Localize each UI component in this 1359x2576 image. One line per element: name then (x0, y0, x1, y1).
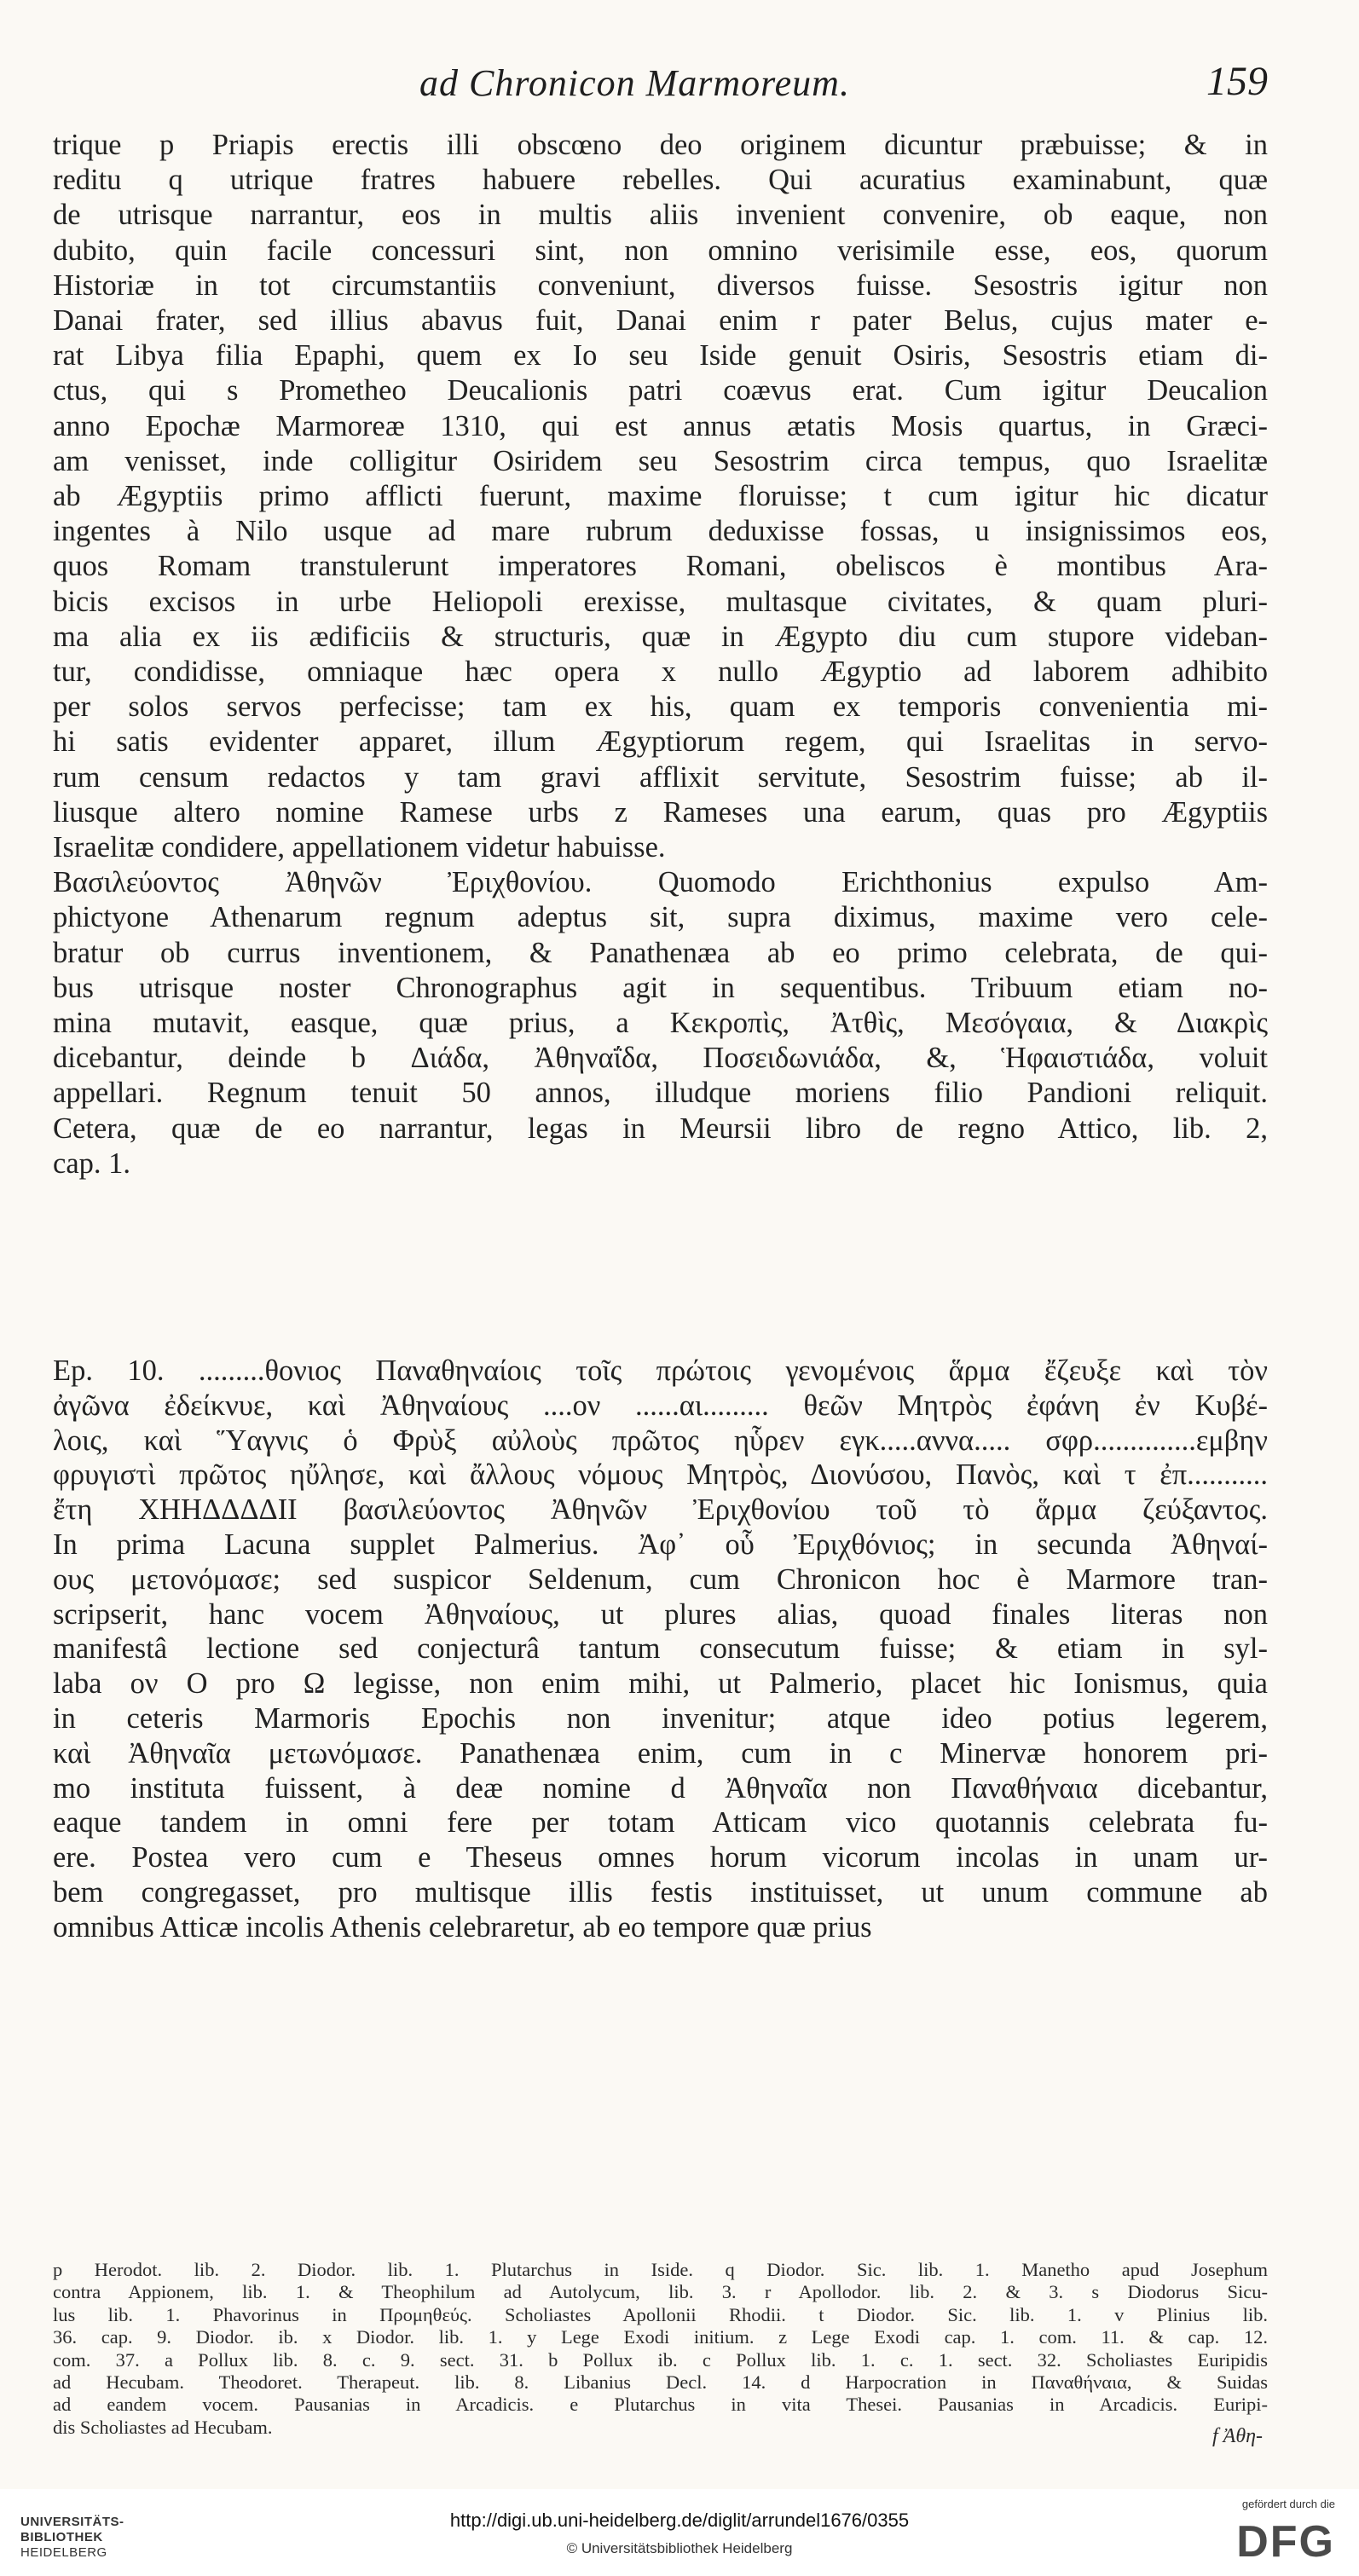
dfg-logo[interactable] (1199, 2498, 1335, 2567)
text-line: cap. 1. (53, 1146, 131, 1180)
footnote-line: lus lib. 1. Phavorinus in Προμηθεύς. Scholiastes Apollonii Rhodii. t Diodor. Sic. lib. 1. v Plinius lib. (53, 2303, 1268, 2325)
epoch-line: manifestâ lectione sed conjecturâ tantum consecutum fuisse; & etiam in syl- (53, 1632, 1268, 1666)
epoch-line: Ep. 10. .........θονιος Παναθηναίοις τοῖς πρώτοις γενομένοις ἅρμα ἔζευξε καὶ τὸν (53, 1354, 1268, 1387)
epoch-text (53, 1354, 1268, 1945)
footnote-line: ad eandem vocem. Pausanias in Arcadicis. e Plutarchus in vita Thesei. Pausanias in Arcadicis. Euripi- (53, 2394, 1268, 2416)
main-text (53, 128, 1268, 1181)
text-line: mina mutavit, easque, quæ prius, a Κεκροπὶς, Ἀτθὶς, Μεσόγαια, & Διακρὶς (53, 1007, 1268, 1040)
epoch-line: mo instituta fuissent, à deæ nomine d Ἀθηναῖα non Παναθήναια dicebantur, (53, 1771, 1268, 1805)
text-line: phictyone Athenarum regnum adeptus sit, supra diximus, maxime vero cele- (53, 901, 1268, 934)
footnote-line: com. 37. a Pollux lib. 8. c. 9. sect. 31. b Pollux ib. c Pollux lib. 1. c. 1. sect. 32. Scholiastes Euripidis (53, 2348, 1268, 2371)
permalink-url[interactable]: http://digi.ub.uni-heidelberg.de/diglit/arrundel1676/0355 (449, 2510, 910, 2531)
text-line: bratur ob currus inventionem, & Panathenæa ab eo primo celebrata, de qui- (53, 936, 1268, 969)
text-line: dubito, quin facile concessuri sint, non omnino verisimile esse, eos, quorum (53, 234, 1268, 267)
epoch-line: laba ον O pro Ω legisse, non enim mihi, ut Palmerio, placet hic Ionismus, quia (53, 1667, 1268, 1701)
epoch-line: bem congregasset, pro multisque illis festis instituisset, ut unum commune ab (53, 1875, 1268, 1909)
text-line: bicis excisos in urbe Heliopoli erexisse, multasque civitates, & quam pluri- (53, 585, 1268, 618)
library-name-line: HEIDELBERG (20, 2545, 107, 2560)
epoch-line: ἀγῶνα ἐδείκνυε, καὶ Ἀθηναίους ....ον ......αι......... θεῶν Μητρὸς ἐφάνη ἐν Κυβέ- (53, 1389, 1268, 1422)
footnote-line: 36. cap. 9. Diodor. ib. x Diodor. lib. 1. y Lege Exodi initium. z Lege Exodi cap. 1. com. 11. & cap. 12. (53, 2326, 1268, 2348)
footnote-line: dis Scholiastes ad Hecubam. (53, 2416, 273, 2438)
epoch-line: καὶ Ἀθηναῖα μετωνόμασε. Panathenæa enim, cum in c Minervæ honorem pri- (53, 1736, 1268, 1770)
text-line: bus utrisque noster Chronographus agit in sequentibus. Tribuum etiam no- (53, 971, 1268, 1004)
epoch-line: scripserit, hanc vocem Ἀθηναίους, ut plures alias, quoad finales literas non (53, 1597, 1268, 1631)
epoch-line: eaque tandem in omni fere per totam Atticam vico quotannis celebrata fu- (53, 1806, 1268, 1840)
library-name-line: UNIVERSITÄTS- (20, 2515, 124, 2529)
running-title: ad Chronicon Marmoreum. (419, 62, 850, 104)
text-line: am venisset, inde colligitur Osiridem seu Sesostrim circa tempus, quo Israelitæ (53, 444, 1268, 477)
footnote-line: ad Hecubam. Theodoret. Therapeut. lib. 8. Libanius Decl. 14. d Harpocration in Παναθήναια, & Suidas (53, 2371, 1268, 2394)
epoch-line: ἔτη ΧΗΗΔΔΔΔΙΙ βασιλεύοντος Ἀθηνῶν Ἐριχθονίου τοῦ τὸ ἅρμα ζεύξαντος. (53, 1493, 1268, 1527)
epoch-line: In prima Lacuna supplet Palmerius. Ἀφ᾽ οὗ Ἐριχθόνιος; in secunda Ἀθηναί- (53, 1528, 1268, 1561)
copyright-notice: © Universitätsbibliothek Heidelberg (566, 2540, 793, 2556)
text-line: hi satis evidenter apparet, illum Ægyptiorum regem, qui Israelitas in servo- (53, 725, 1268, 759)
text-line: ctus, qui s Prometheo Deucalionis patri coævus erat. Cum igitur Deucalion (53, 374, 1268, 407)
text-line: Danai frater, sed illius abavus fuit, Danai enim r pater Belus, cujus mater e- (53, 304, 1268, 338)
dfg-wordmark: DFG (1236, 2517, 1335, 2567)
text-line: rat Libya filia Epaphi, quem ex Io seu Iside genuit Osiris, Sesostris etiam di- (53, 339, 1268, 373)
footnote-line: p Herodot. lib. 2. Diodor. lib. 1. Plutarchus in Iside. q Diodor. Sic. lib. 1. Manetho apud Josephum (53, 2259, 1268, 2280)
text-line: ingentes à Nilo usque ad mare rubrum deduxisse fossas, u insignissimos eos, (53, 515, 1268, 548)
epoch-line: omnibus Atticæ incolis Athenis celebraretur, ab eo tempore quæ prius (53, 1910, 872, 1944)
page-number: 159 (1206, 59, 1268, 104)
text-line: ab Ægyptiis primo afflicti fuerunt, maxime floruisse; t cum igitur hic dicatur (53, 480, 1268, 513)
library-name-line: BIBLIOTHEK (20, 2530, 103, 2544)
epoch-line: φρυγιστὶ πρῶτος ηὔλησε, καὶ ἄλλους νόμους Μητρὸς, Διονύσου, Πανὸς, καὶ τ ἐπ........... (53, 1458, 1268, 1492)
epoch-line: λοις, καὶ Ὕαγνις ὁ Φρὺξ αὐλοὺς πρῶτος ηὗρεν εγκ.....αννα..... σφρ..............εμβην (53, 1424, 1268, 1457)
text-line: Israelitæ condidere, appellationem videtur habuisse. (53, 831, 666, 864)
text-line: anno Epochæ Marmoreæ 1310, qui est annus ætatis Mosis quartus, in Græci- (53, 409, 1268, 442)
text-line: reditu q utrique fratres habuere rebelles. Qui acuratius examinabunt, quæ (53, 164, 1268, 197)
text-line: rum censum redactos y tam gravi afflixit servitute, Sesostrim fuisse; ab il- (53, 760, 1268, 794)
text-line: Βασιλεύοντος Ἀθηνῶν Ἐριχθονίου. Quomodo Erichthonius expulso Am- (53, 866, 1268, 899)
text-line: dicebantur, deinde b Διάδα, Ἀθηναΐδα, Ποσειδωνιάδα, &, Ἡφαιστιάδα, voluit (53, 1042, 1268, 1075)
funding-note: gefördert durch die (1241, 2498, 1335, 2510)
epoch-line: ere. Postea vero cum e Theseus omnes horum vicorum incolas in unam ur- (53, 1841, 1268, 1874)
text-line: quos Romam transtulerunt imperatores Romani, obeliscos è montibus Ara- (53, 550, 1268, 583)
footnotes (53, 2259, 1268, 2439)
footnote-line: contra Appionem, lib. 1. & Theophilum ad Autolycum, lib. 3. r Apollodor. lib. 2. & 3. s Diodorus Sicu- (53, 2281, 1268, 2303)
running-head (53, 51, 1268, 119)
text-line: ma alia ex iis ædificiis & structuris, quæ in Ægypto diu cum stupore videban- (53, 620, 1268, 653)
text-line: tur, condidisse, omniaque hæc opera x nullo Ægyptio ad laborem adhibito (53, 656, 1268, 689)
text-line: trique p Priapis erectis illi obscœno deo originem dicuntur præbuisse; & in (53, 129, 1268, 161)
text-line: de utrisque narrantur, eos in multis aliis invenient convenire, ob eaque, non (53, 199, 1268, 232)
catchword: f Ἀθη- (1212, 2425, 1263, 2447)
text-line: appellari. Regnum tenuit 50 annos, illudque moriens filio Pandioni reliquit. (53, 1077, 1268, 1110)
text-line: Cetera, quæ de eo narrantur, legas in Meursii libro de regno Attico, lib. 2, (53, 1112, 1268, 1145)
viewer-footer (0, 2489, 1359, 2576)
epoch-line: in ceteris Marmoris Epochis non invenitur; atque ideo potius legerem, (53, 1701, 1268, 1735)
text-line: Historiæ in tot circumstantiis conveniunt, diversos fuisse. Sesostris igitur non (53, 269, 1268, 302)
text-line: liusque altero nomine Ramese urbs z Rameses una earum, quas pro Ægyptiis (53, 795, 1268, 829)
epoch-line: ους μετονόμασε; sed suspicor Seldenum, cum Chronicon hoc è Marmore tran- (53, 1562, 1268, 1596)
text-line: per solos servos perfecisse; tam ex his, quam ex temporis convenientia mi- (53, 690, 1268, 724)
